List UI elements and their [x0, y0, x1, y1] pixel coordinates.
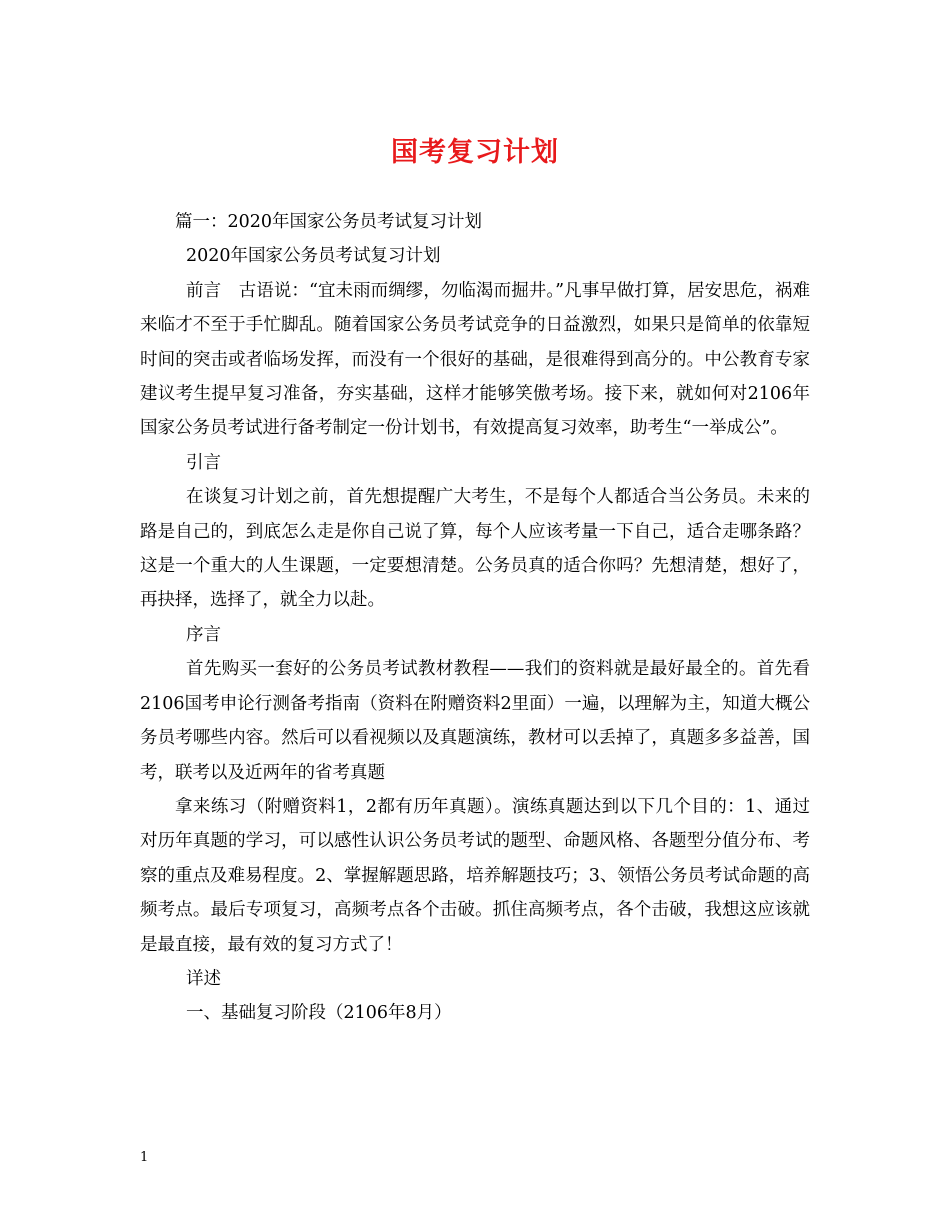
page-number: 1: [140, 1150, 149, 1165]
practice-paragraph: 拿来练习（附赠资料1，2都有历年真题）。演练真题达到以下几个目的：1、通过对历年真题的学习，可以感性认识公务员考试的题型、命题风格、各题型分值分布、考察的重点及难易程度。2、掌握解题思路，培养解题技巧；3、领悟公务员考试命题的高频考点。最后专项复习，高频考点各个击破。抓住高频考点，各个击破，我想这应该就是最直接，最有效的复习方式了！: [140, 796, 810, 955]
document-title: 国考复习计划: [391, 137, 559, 168]
intro-heading: 引言: [186, 452, 221, 473]
preface-paragraph: 前言 古语说：“宜未雨而绸缪，勿临渴而掘井。”凡事早做打算，居安思危，祸难来临才不至于手忙脚乱。随着国家公务员考试竞争的日益激烈，如果只是简单的依靠短时间的突击或者临场发挥，而没有一个很好的基础，是很难得到高分的。中公教育专家建议考生提早复习准备，夯实基础，这样才能够笑傲考场。接下来，就如何对2106年国家公务员考试进行备考制定一份计划书，有效提高复习效率，助考生“一举成公”。: [140, 280, 810, 439]
order-heading: 序言: [186, 624, 221, 645]
heading-plan-title: 2020年国家公务员考试复习计划: [186, 246, 441, 267]
detail-heading: 详述: [186, 968, 221, 989]
stage-one-heading: 一、基础复习阶段（2106年8月）: [186, 1003, 452, 1024]
document-body: [140, 205, 810, 1031]
intro-paragraph: 在谈复习计划之前，首先想提醒广大考生，不是每个人都适合当公务员。未来的路是自己的，到底怎么走是你自己说了算，每个人应该考量一下自己，适合走哪条路？这是一个重大的人生课题，一定要想清楚。公务员真的适合你吗？先想清楚，想好了，再抉择，选择了，就全力以赴。: [140, 487, 810, 611]
order-paragraph: 首先购买一套好的公务员考试教材教程——我们的资料就是最好最全的。首先看2106国考申论行测备考指南（资料在附赠资料2里面）一遍，以理解为主，知道大概公务员考哪些内容。然后可以看视频以及真题演练，教材可以丢掉了，真题多多益善，国考，联考以及近两年的省考真题: [140, 659, 810, 783]
heading-article-one: 篇一：2020年国家公务员考试复习计划: [175, 212, 483, 232]
